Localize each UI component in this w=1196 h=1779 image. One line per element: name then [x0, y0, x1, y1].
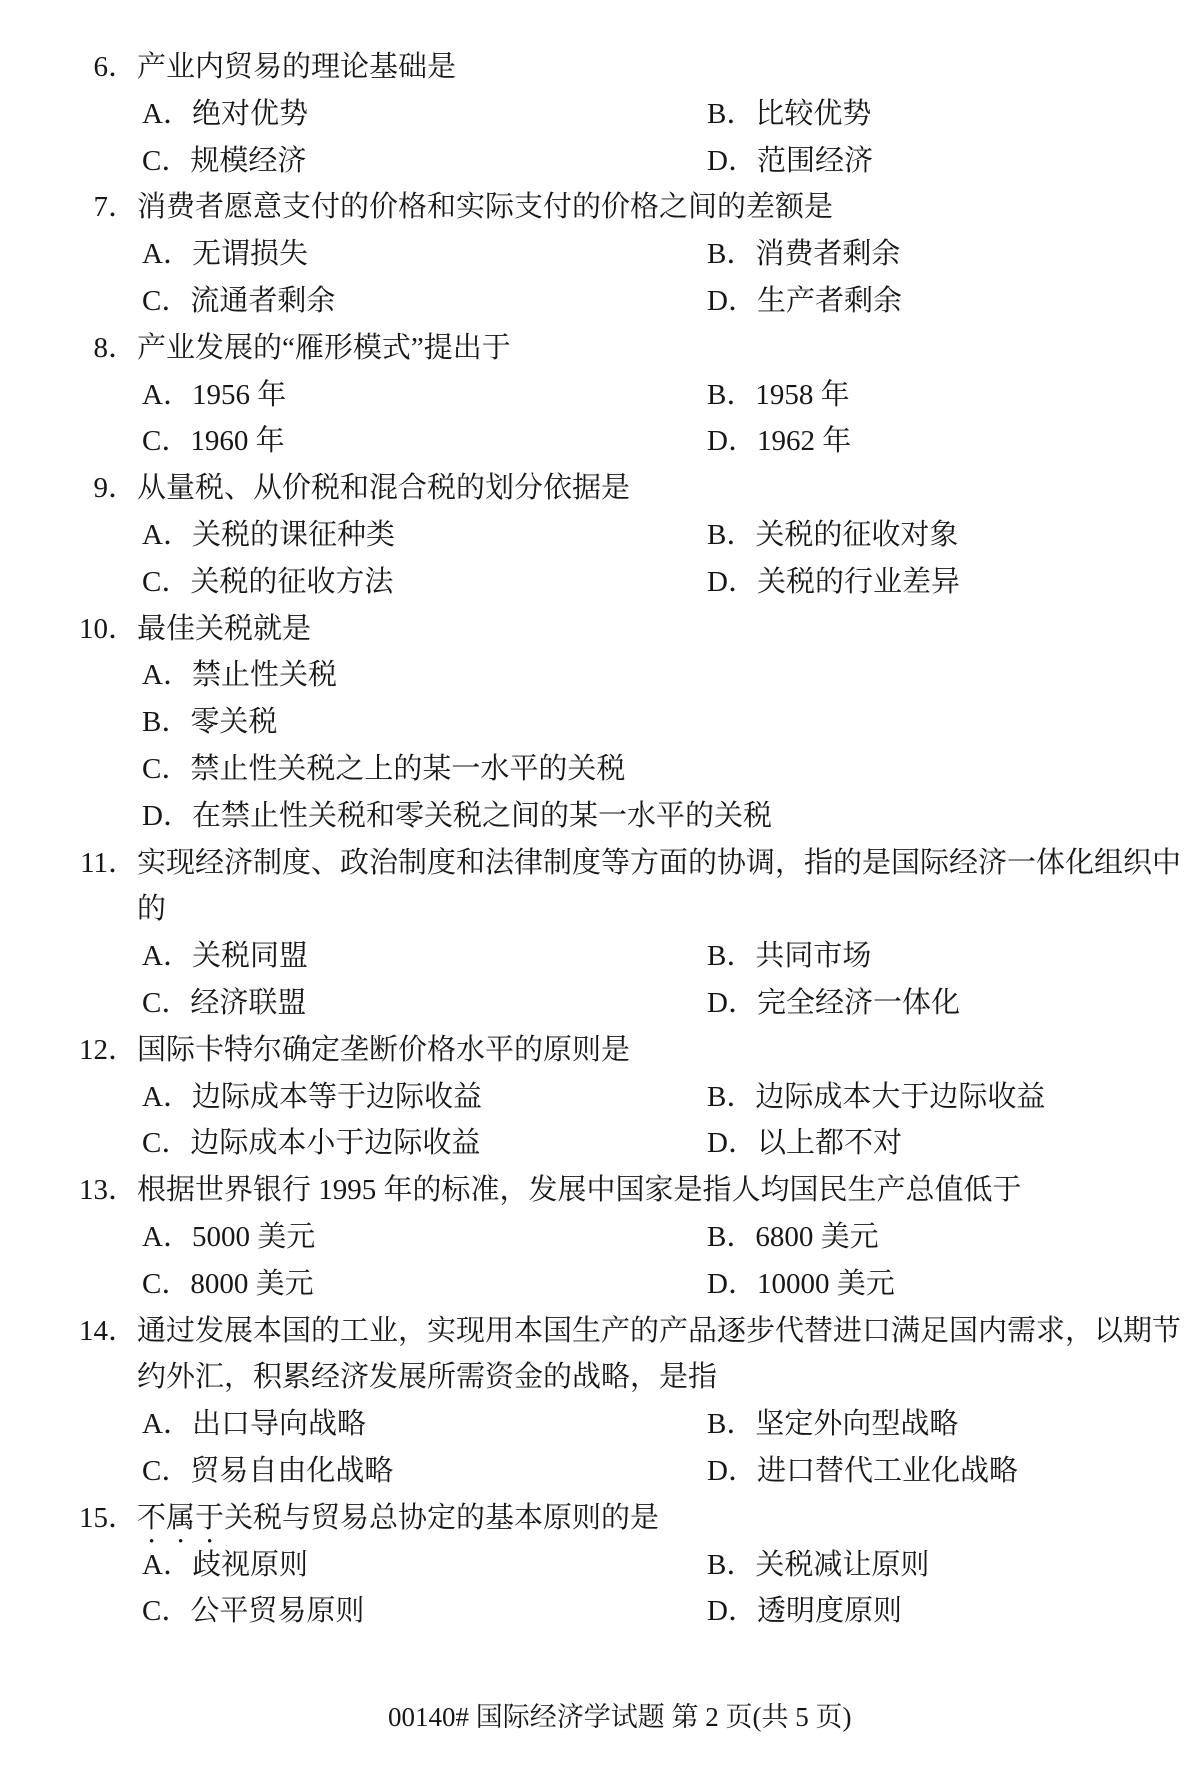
option-text: 在禁止性关税和零关税之间的某一水平的关税 [191, 799, 772, 832]
option-label: B． [707, 238, 756, 271]
options-row [58, 1401, 1188, 1448]
option-label: C． [142, 284, 191, 317]
option-c [142, 980, 707, 1027]
option-text: 无谓损失 [191, 238, 308, 271]
option-text: 绝对优势 [191, 97, 308, 130]
option-text: 边际成本大于边际收益 [755, 1080, 1046, 1113]
options-row [58, 1261, 1188, 1308]
options-row [58, 372, 1188, 419]
question-stem-line [58, 1167, 1188, 1214]
options-row [58, 1448, 1188, 1495]
option-a [142, 91, 707, 138]
option-d [707, 418, 851, 465]
question-number [58, 1354, 137, 1401]
question-number: 6． [93, 51, 137, 83]
question-number: 14． [78, 1314, 137, 1347]
question-stem-line [58, 325, 1188, 372]
question-text-segment: 消费者愿意支付的价格和实际支付的价格之间的差额是 [137, 191, 834, 224]
option-c [142, 746, 625, 793]
option-d [707, 980, 960, 1027]
question-stem-line [58, 886, 1188, 933]
option-label: A． [142, 1080, 192, 1113]
option-label: A． [142, 518, 192, 551]
option-text: 关税的征收方法 [190, 565, 394, 598]
question-number: 10． [78, 612, 137, 645]
option-d [707, 559, 960, 606]
question-text [137, 886, 1188, 933]
option-text: 关税同盟 [191, 940, 308, 973]
question-10 [58, 606, 1188, 840]
question-number [58, 886, 137, 933]
question-number: 13． [78, 1174, 137, 1207]
option-text: 1960 年 [190, 425, 285, 458]
option-text: 歧视原则 [191, 1548, 308, 1581]
question-text-segment: 产业内贸易的理论基础是 [137, 51, 457, 83]
question-stem-line [58, 1495, 1188, 1542]
option-label: D． [707, 1267, 757, 1300]
options-row [58, 231, 1188, 278]
option-d [707, 1120, 902, 1167]
option-text: 消费者剩余 [755, 238, 901, 271]
option-text: 经济联盟 [190, 986, 307, 1019]
options-row [58, 91, 1188, 138]
option-text: 共同市场 [755, 940, 872, 973]
question-text [137, 44, 1188, 91]
options-row [58, 933, 1188, 980]
option-d [707, 1448, 1018, 1495]
option-text: 进口替代工业化战略 [756, 1454, 1018, 1487]
option-text: 边际成本等于边际收益 [191, 1080, 482, 1113]
option-text: 关税的行业差异 [756, 565, 960, 598]
question-text-rest: 关税与贸易总协定的基本原则的是 [224, 1501, 660, 1534]
option-text: 8000 美元 [190, 1267, 314, 1300]
options-row [58, 278, 1188, 325]
option-text: 关税减让原则 [755, 1548, 930, 1581]
option-b [707, 1401, 958, 1448]
option-c [142, 559, 707, 606]
option-text: 6800 美元 [755, 1220, 879, 1253]
option-text: 禁止性关税 [191, 659, 337, 692]
question-text [137, 1027, 1188, 1074]
option-label: B． [707, 940, 756, 973]
options-row [58, 1120, 1188, 1167]
question-list [58, 44, 1188, 1635]
option-text: 比较优势 [755, 97, 872, 130]
question-15 [58, 1495, 1188, 1635]
option-text: 关税的征收对象 [755, 518, 959, 551]
option-a [142, 512, 707, 559]
question-stem-line [58, 465, 1188, 512]
option-label: D． [707, 986, 757, 1019]
page-footer [388, 1700, 851, 1734]
option-label: C． [142, 752, 191, 785]
question-13 [58, 1167, 1188, 1307]
question-text-segment: 通过发展本国的工业，实现用本国生产的产品逐步代替进口满足国内需求，以期节 [137, 1314, 1182, 1347]
question-text-segment: 根据世界银行 1995 年的标准，发展中国家是指人均国民生产总值低于 [137, 1174, 1022, 1207]
options-row [58, 1588, 1188, 1635]
option-c [142, 418, 707, 465]
question-text [137, 184, 1188, 231]
options-row [58, 138, 1188, 185]
question-text-segment: 国际卡特尔确定垄断价格水平的原则是 [137, 1033, 631, 1066]
option-text: 以上都不对 [756, 1127, 902, 1160]
option-label: C． [142, 1267, 191, 1300]
question-number: 7． [93, 191, 137, 224]
option-label: B． [707, 1408, 756, 1441]
options-row [58, 1074, 1188, 1121]
option-label: B． [707, 1220, 756, 1253]
question-number: 15． [78, 1501, 137, 1534]
question-stem-line [58, 44, 1188, 91]
question-9 [58, 465, 1188, 605]
option-text: 1962 年 [756, 425, 852, 458]
option-text: 零关税 [190, 706, 278, 739]
option-a [142, 372, 707, 419]
option-text: 范围经济 [756, 144, 873, 177]
option-a [142, 933, 707, 980]
option-label: D． [707, 425, 757, 458]
option-a [142, 652, 337, 699]
option-label: B． [707, 518, 756, 551]
option-text: 关税的课征种类 [191, 518, 395, 551]
option-b [707, 1542, 929, 1589]
options-row [58, 1542, 1188, 1589]
question-stem-line [58, 1027, 1188, 1074]
options-row [58, 1214, 1188, 1261]
option-text: 边际成本小于边际收益 [190, 1127, 481, 1160]
option-d [707, 1588, 902, 1635]
option-text: 1956 年 [191, 378, 287, 411]
option-a [142, 1214, 707, 1261]
option-b [707, 91, 871, 138]
option-b [707, 372, 850, 419]
question-text [137, 840, 1188, 887]
footer-text: 00140# 国际经济学试题 第 2 页(共 5 页) [388, 1702, 852, 1732]
option-label: A． [142, 1548, 192, 1581]
option-label: A． [142, 659, 192, 692]
option-label: C． [142, 1127, 191, 1160]
question-text [137, 606, 1188, 653]
option-text: 1958 年 [755, 378, 850, 411]
option-a [142, 1401, 707, 1448]
option-label: D． [707, 284, 757, 317]
option-c [142, 1120, 707, 1167]
option-label: B． [707, 97, 756, 130]
question-stem-line [58, 606, 1188, 653]
option-text: 5000 美元 [191, 1220, 316, 1253]
option-c [142, 1261, 707, 1308]
options-row [58, 652, 1188, 699]
question-text-segment: 的 [137, 893, 167, 926]
question-text [137, 325, 1188, 372]
question-8 [58, 325, 1188, 465]
option-text: 出口导向战略 [191, 1408, 366, 1441]
question-stem-line [58, 184, 1188, 231]
option-label: A． [142, 378, 192, 411]
option-label: D． [707, 144, 757, 177]
question-text [137, 1308, 1188, 1355]
options-row [58, 746, 1188, 793]
question-text-segment: 实现经济制度、政治制度和法律制度等方面的协调，指的是国际经济一体化组织中 [137, 846, 1182, 879]
option-label: C． [142, 986, 191, 1019]
option-label: B． [707, 1080, 756, 1113]
question-text [137, 465, 1188, 512]
option-label: A． [142, 1408, 192, 1441]
question-number: 8． [93, 331, 137, 364]
question-stem-line [58, 1308, 1188, 1355]
option-d [142, 793, 772, 840]
option-text: 完全经济一体化 [756, 986, 960, 1019]
option-label: D． [707, 565, 757, 598]
question-12 [58, 1027, 1188, 1167]
option-label: D． [707, 1454, 757, 1487]
option-text: 流通者剩余 [190, 284, 336, 317]
question-number: 11． [80, 846, 137, 879]
option-label: A． [142, 238, 192, 271]
option-a [142, 1074, 707, 1121]
option-d [707, 1261, 895, 1308]
question-text-segment: 最佳关税就是 [137, 612, 312, 645]
options-row [58, 418, 1188, 465]
options-row [58, 559, 1188, 606]
option-text: 规模经济 [190, 144, 307, 177]
option-text: 坚定外向型战略 [755, 1408, 959, 1441]
question-stem-line [58, 1354, 1188, 1401]
question-6 [58, 44, 1188, 184]
option-label: B． [142, 706, 191, 739]
option-a [142, 231, 707, 278]
question-text [137, 1354, 1188, 1401]
option-d [707, 278, 902, 325]
option-label: A． [142, 1220, 192, 1253]
option-label: A． [142, 97, 192, 130]
option-label: D． [707, 1127, 757, 1160]
question-number: 12． [78, 1033, 137, 1066]
option-text: 贸易自由化战略 [190, 1454, 394, 1487]
option-a [142, 1542, 707, 1589]
option-c [142, 1448, 707, 1495]
option-c [142, 1588, 707, 1635]
option-b [142, 699, 277, 746]
option-label: C． [142, 425, 191, 458]
options-row [58, 699, 1188, 746]
option-label: B． [707, 378, 756, 411]
option-label: A． [142, 940, 192, 973]
option-b [707, 1074, 1045, 1121]
question-text-segment: 产业发展的“雁形模式”提出于 [137, 331, 511, 364]
option-label: D． [707, 1595, 757, 1628]
option-label: C． [142, 565, 191, 598]
question-14 [58, 1308, 1188, 1495]
option-text: 10000 美元 [756, 1267, 895, 1300]
option-c [142, 278, 707, 325]
option-b [707, 512, 958, 559]
options-row [58, 793, 1188, 840]
option-text: 透明度原则 [756, 1595, 902, 1628]
question-number: 9． [93, 472, 137, 505]
option-label: C． [142, 1595, 191, 1628]
option-d [707, 138, 873, 185]
option-label: C． [142, 1454, 191, 1487]
question-text [137, 1495, 1188, 1542]
option-label: D． [142, 799, 192, 832]
option-b [707, 231, 900, 278]
option-b [707, 933, 871, 980]
option-label: C． [142, 144, 191, 177]
question-11 [58, 840, 1188, 1027]
question-text [137, 1167, 1188, 1214]
question-stem-line [58, 840, 1188, 887]
question-7 [58, 184, 1188, 324]
question-text-segment: 从量税、从价税和混合税的划分依据是 [137, 472, 631, 505]
option-text: 生产者剩余 [756, 284, 902, 317]
options-row [58, 512, 1188, 559]
question-text-segment: 约外汇，积累经济发展所需资金的战略，是指 [137, 1361, 718, 1394]
option-label: B． [707, 1548, 756, 1581]
option-c [142, 138, 707, 185]
option-b [707, 1214, 879, 1261]
option-text: 公平贸易原则 [190, 1595, 365, 1628]
option-text: 禁止性关税之上的某一水平的关税 [190, 752, 626, 785]
emphasized-text: 不属于 [137, 1501, 225, 1534]
options-row [58, 980, 1188, 1027]
